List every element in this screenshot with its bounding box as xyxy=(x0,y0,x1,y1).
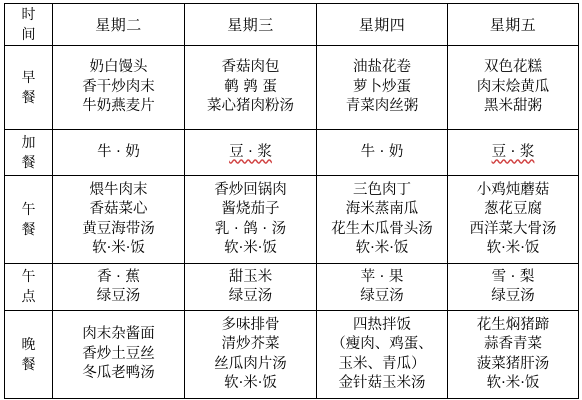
menu-item: 酱烧茄子 xyxy=(221,201,280,217)
day-header-friday: 星期五 xyxy=(448,4,579,46)
menu-item: 香菇肉包 xyxy=(221,59,280,76)
menu-item: 豆 · 浆 xyxy=(229,143,272,160)
menu-item: 海米蒸南瓜 xyxy=(345,201,419,217)
day-header-wednesday: 星期三 xyxy=(185,4,317,46)
menu-cell xyxy=(448,130,579,176)
menu-cell xyxy=(53,46,185,130)
menu-item: 软·米·饭 xyxy=(486,240,540,256)
meal-label-char: 加 xyxy=(21,134,36,151)
menu-cell xyxy=(448,176,579,264)
meal-label-cell xyxy=(5,264,53,311)
menu-item: 绿豆汤 xyxy=(360,288,404,304)
menu-item: 香炒土豆丝 xyxy=(82,345,155,362)
menu-cell xyxy=(317,176,448,264)
menu-cell xyxy=(185,311,317,399)
menu-item: 软·米·饭 xyxy=(224,375,277,391)
menu-item: 牛奶燕麦片 xyxy=(82,98,155,115)
meal-label-cell xyxy=(5,311,53,399)
menu-item: 菠菜猪肝汤 xyxy=(476,355,550,372)
menu-item: 鹌 鹑 蛋 xyxy=(224,78,277,95)
meal-label-cell xyxy=(5,130,53,176)
menu-item: 多味排骨 xyxy=(221,316,280,333)
menu-item: 小鸡炖蘑菇 xyxy=(476,181,550,198)
meal-label-char: 早 xyxy=(21,69,36,86)
lunch-row xyxy=(5,176,579,264)
menu-item: 葱花豆腐 xyxy=(484,201,542,217)
menu-cell xyxy=(53,130,185,176)
menu-cell xyxy=(185,176,317,264)
time-header-char: 时 xyxy=(21,6,36,23)
day-header-thursday: 星期四 xyxy=(317,4,448,46)
menu-item: 西洋菜大骨汤 xyxy=(469,220,557,237)
menu-item: 清炒芥菜 xyxy=(221,336,280,352)
menu-item: 丝瓜肉片汤 xyxy=(214,355,287,372)
menu-item: 金针菇玉米汤 xyxy=(338,375,426,391)
header-row xyxy=(5,4,579,46)
menu-cell xyxy=(317,130,448,176)
menu-item: 蒜香青菜 xyxy=(484,336,542,352)
meal-label-char: 餐 xyxy=(21,356,36,373)
meal-label-cell xyxy=(5,176,53,264)
time-header-cell xyxy=(5,4,53,46)
meal-label-char: 晚 xyxy=(21,336,36,353)
meal-label-char: 餐 xyxy=(21,221,36,238)
menu-item: 软·米·饭 xyxy=(486,375,540,391)
menu-item: 花生焖猪蹄 xyxy=(476,316,550,333)
menu-item: 双色花糕 xyxy=(484,59,542,76)
snack-row xyxy=(5,130,579,176)
meal-label-char: 午 xyxy=(21,269,36,285)
menu-item: （瘦肉、鸡蛋、 xyxy=(331,336,433,352)
menu-item: 玉米、青瓜） xyxy=(338,355,426,372)
menu-cell xyxy=(185,130,317,176)
dinner-row xyxy=(5,311,579,399)
meal-label-cell xyxy=(5,46,53,130)
menu-item: 软·米·饭 xyxy=(355,240,409,256)
menu-item: 冬瓜老鸭汤 xyxy=(82,365,155,382)
menu-item: 菜心猪肉粉汤 xyxy=(207,98,294,115)
meal-label-char: 午 xyxy=(21,201,36,218)
menu-item: 香炒回锅肉 xyxy=(214,181,287,198)
menu-item: 三色肉丁 xyxy=(353,181,411,198)
menu-cell xyxy=(185,264,317,311)
menu-item: 绿豆汤 xyxy=(96,288,141,304)
menu-cell xyxy=(448,311,579,399)
menu-cell xyxy=(53,311,185,399)
meal-label-char: 餐 xyxy=(21,154,36,171)
menu-item: 黄豆海带汤 xyxy=(82,220,155,237)
afternoon-snack-row xyxy=(5,264,579,311)
menu-cell xyxy=(317,264,448,311)
meal-label-char: 点 xyxy=(21,289,36,305)
menu-cell xyxy=(317,311,448,399)
menu-item: 黑米甜粥 xyxy=(484,98,542,115)
menu-item: 雪 · 梨 xyxy=(491,268,535,285)
menu-item: 香 · 蕉 xyxy=(97,268,140,285)
menu-item: 煨牛肉末 xyxy=(89,181,148,198)
menu-cell xyxy=(53,176,185,264)
menu-item: 肉末杂酱面 xyxy=(82,326,155,343)
menu-item: 绿豆汤 xyxy=(491,288,535,304)
menu-cell xyxy=(317,46,448,130)
menu-item: 肉末烩黄瓜 xyxy=(476,78,550,95)
menu-item: 青菜肉丝粥 xyxy=(345,98,419,115)
menu-cell xyxy=(448,264,579,311)
day-header-tuesday: 星期二 xyxy=(53,4,185,46)
menu-item: 香干炒肉末 xyxy=(82,78,155,95)
menu-item: 花生木瓜骨头汤 xyxy=(331,220,433,237)
time-header-char: 间 xyxy=(21,26,36,43)
menu-item: 油盐花卷 xyxy=(353,59,411,76)
breakfast-row xyxy=(5,46,579,130)
menu-item: 萝卜炒蛋 xyxy=(353,78,411,95)
menu-item: 奶白馒头 xyxy=(89,59,148,76)
menu-cell xyxy=(185,46,317,130)
menu-item: 香菇菜心 xyxy=(89,201,148,217)
menu-item: 四热拌饭 xyxy=(353,316,411,333)
menu-item: 甜玉米 xyxy=(228,268,273,285)
menu-cell xyxy=(448,46,579,130)
menu-item: 软·米·饭 xyxy=(224,240,277,256)
menu-cell xyxy=(53,264,185,311)
meal-label-char: 餐 xyxy=(21,89,36,106)
menu-item: 牛 · 奶 xyxy=(360,143,404,160)
menu-item: 乳 · 鸽 · 汤 xyxy=(214,220,287,237)
menu-item: 绿豆汤 xyxy=(228,288,273,304)
menu-item: 豆 · 浆 xyxy=(491,143,535,160)
menu-item: 牛 · 奶 xyxy=(97,143,140,160)
menu-item: 软·米·饭 xyxy=(92,240,145,256)
weekly-menu-table xyxy=(4,3,579,399)
menu-item: 苹 · 果 xyxy=(360,268,404,285)
